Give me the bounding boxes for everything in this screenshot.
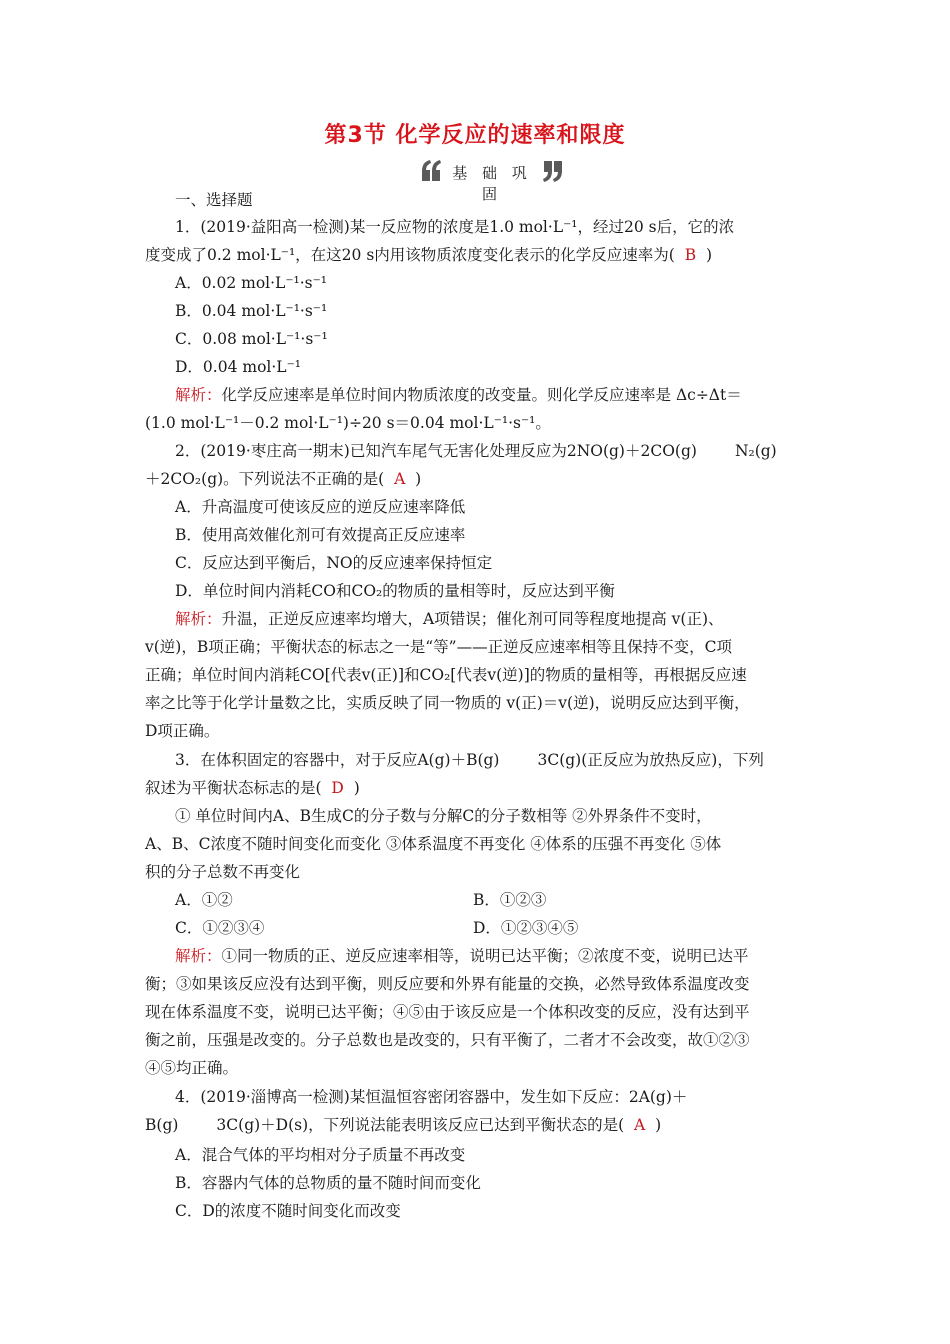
q1-answer: B bbox=[684, 246, 697, 264]
q1-option-d: D．0.04 mol·L⁻¹ bbox=[175, 358, 301, 376]
q2-stem-line-2: ＋2CO₂(g)。下列说法不正确的是( A ) bbox=[145, 470, 422, 488]
q3-option-c: C．①②③④ bbox=[175, 919, 265, 937]
q2-analysis-line-5: D项正确。 bbox=[145, 722, 220, 740]
analysis-label: 解析： bbox=[175, 386, 222, 404]
q2-analysis-line-3: 正确；单位时间内消耗CO[代表v(正)]和CO₂[代表v(逆)]的物质的量相等，再根据反应速 bbox=[145, 666, 747, 684]
q2-option-a: A．升高温度可使该反应的逆反应速率降低 bbox=[175, 498, 466, 516]
q3-analysis-line-5: ④⑤均正确。 bbox=[145, 1059, 239, 1077]
analysis-label: 解析： bbox=[175, 610, 222, 628]
q4-answer: A bbox=[634, 1116, 646, 1134]
q1-analysis-line-1: 解析：化学反应速率是单位时间内物质浓度的改变量。则化学反应速率是 Δc÷Δt＝ bbox=[175, 386, 742, 404]
q4-option-b: B．容器内气体的总物质的量不随时间而变化 bbox=[175, 1174, 481, 1192]
q3-option-b: B．①②③ bbox=[473, 891, 547, 909]
q3-analysis-line-4: 衡之前，压强是改变的。分子总数也是改变的，只有平衡了，二者才不会改变，故①②③ bbox=[145, 1031, 750, 1049]
q4-stem-line-2: B(g) 3C(g)＋D(s)，下列说法能表明该反应已达到平衡状态的是( A ) bbox=[145, 1116, 662, 1134]
section-banner bbox=[420, 159, 564, 203]
q3-statement-line-2: A、B、C浓度不随时间变化而变化 ③体系温度不再变化 ④体系的压强不再变化 ⑤体 bbox=[145, 835, 722, 853]
q2-option-c: C．反应达到平衡后，NO的反应速率保持恒定 bbox=[175, 554, 493, 572]
q3-analysis-line-2: 衡；③如果该反应没有达到平衡，则反应要和外界有能量的交换，必然导致体系温度改变 bbox=[145, 975, 750, 993]
q4-option-c: C．D的浓度不随时间变化而改变 bbox=[175, 1202, 401, 1220]
q1-stem-line-2: 度变成了0.2 mol·L⁻¹，在这20 s内用该物质浓度变化表示的化学反应速率为( B ) bbox=[145, 246, 713, 264]
q3-option-a: A．①② bbox=[175, 891, 233, 909]
q1-option-c: C．0.08 mol·L⁻¹·s⁻¹ bbox=[175, 330, 328, 348]
section-banner-text: 基 础 巩 固 bbox=[452, 164, 532, 203]
q2-option-d: D．单位时间内消耗CO和CO₂的物质的量相等时，反应达到平衡 bbox=[175, 582, 615, 600]
q2-option-b: B．使用高效催化剂可有效提高正反应速率 bbox=[175, 526, 466, 544]
q3-analysis-line-1: 解析：①同一物质的正、逆反应速率相等，说明已达平衡；②浓度不变，说明已达平 bbox=[175, 947, 749, 965]
q1-analysis-line-2: (1.0 mol·L⁻¹－0.2 mol·L⁻¹)÷20 s＝0.04 mol·L⁻¹·s⁻¹。 bbox=[145, 414, 551, 432]
analysis-label: 解析： bbox=[175, 947, 222, 965]
q3-statement-line-1: ① 单位时间内A、B生成C的分子数与分解C的分子数相等 ②外界条件不变时， bbox=[175, 807, 712, 825]
q4-stem-line-1: 4．(2019·淄博高一检测)某恒温恒容密闭容器中，发生如下反应：2A(g)＋ bbox=[175, 1088, 688, 1106]
q1-option-b: B．0.04 mol·L⁻¹·s⁻¹ bbox=[175, 302, 328, 320]
q3-stem-line-1: 3．在体积固定的容器中，对于反应A(g)＋B(g) 3C(g)(正反应为放热反应)，下列 bbox=[175, 751, 764, 769]
q2-analysis-line-2: v(逆)，B项正确；平衡状态的标志之一是“等”——正逆反应速率相等且保持不变，C项 bbox=[145, 638, 732, 656]
q3-answer: D bbox=[331, 779, 344, 797]
q3-option-d: D．①②③④⑤ bbox=[473, 919, 579, 937]
q2-analysis-line-1: 解析：升温，正逆反应速率均增大，A项错误；催化剂可同等程度地提高 v(正)、 bbox=[175, 610, 724, 628]
q1-option-a: A．0.02 mol·L⁻¹·s⁻¹ bbox=[175, 274, 328, 292]
page-title: 第3节 化学反应的速率和限度 bbox=[324, 123, 626, 148]
q2-analysis-line-4: 率之比等于化学计量数之比，实质反映了同一物质的 v(正)＝v(逆)，说明反应达到平衡， bbox=[145, 694, 750, 712]
q4-option-a: A．混合气体的平均相对分子质量不再改变 bbox=[175, 1146, 466, 1164]
q3-analysis-line-3: 现在体系温度不变，说明已达平衡；④⑤由于该反应是一个体积改变的反应，没有达到平 bbox=[145, 1003, 750, 1021]
q3-statement-line-3: 积的分子总数不再变化 bbox=[145, 863, 301, 881]
q3-stem-line-2: 叙述为平衡状态标志的是( D ) bbox=[145, 779, 360, 797]
section-heading: 一、选择题 bbox=[175, 191, 253, 209]
open-quote-icon bbox=[420, 159, 442, 183]
q1-stem-line-1: 1．(2019·益阳高一检测)某一反应物的浓度是1.0 mol·L⁻¹，经过20 s后，它的浓 bbox=[175, 218, 735, 236]
q2-answer: A bbox=[394, 470, 406, 488]
q2-stem-line-1: 2．(2019·枣庄高一期末)已知汽车尾气无害化处理反应为2NO(g)＋2CO(g) N₂(g) bbox=[175, 442, 777, 460]
close-quote-icon bbox=[542, 159, 564, 183]
